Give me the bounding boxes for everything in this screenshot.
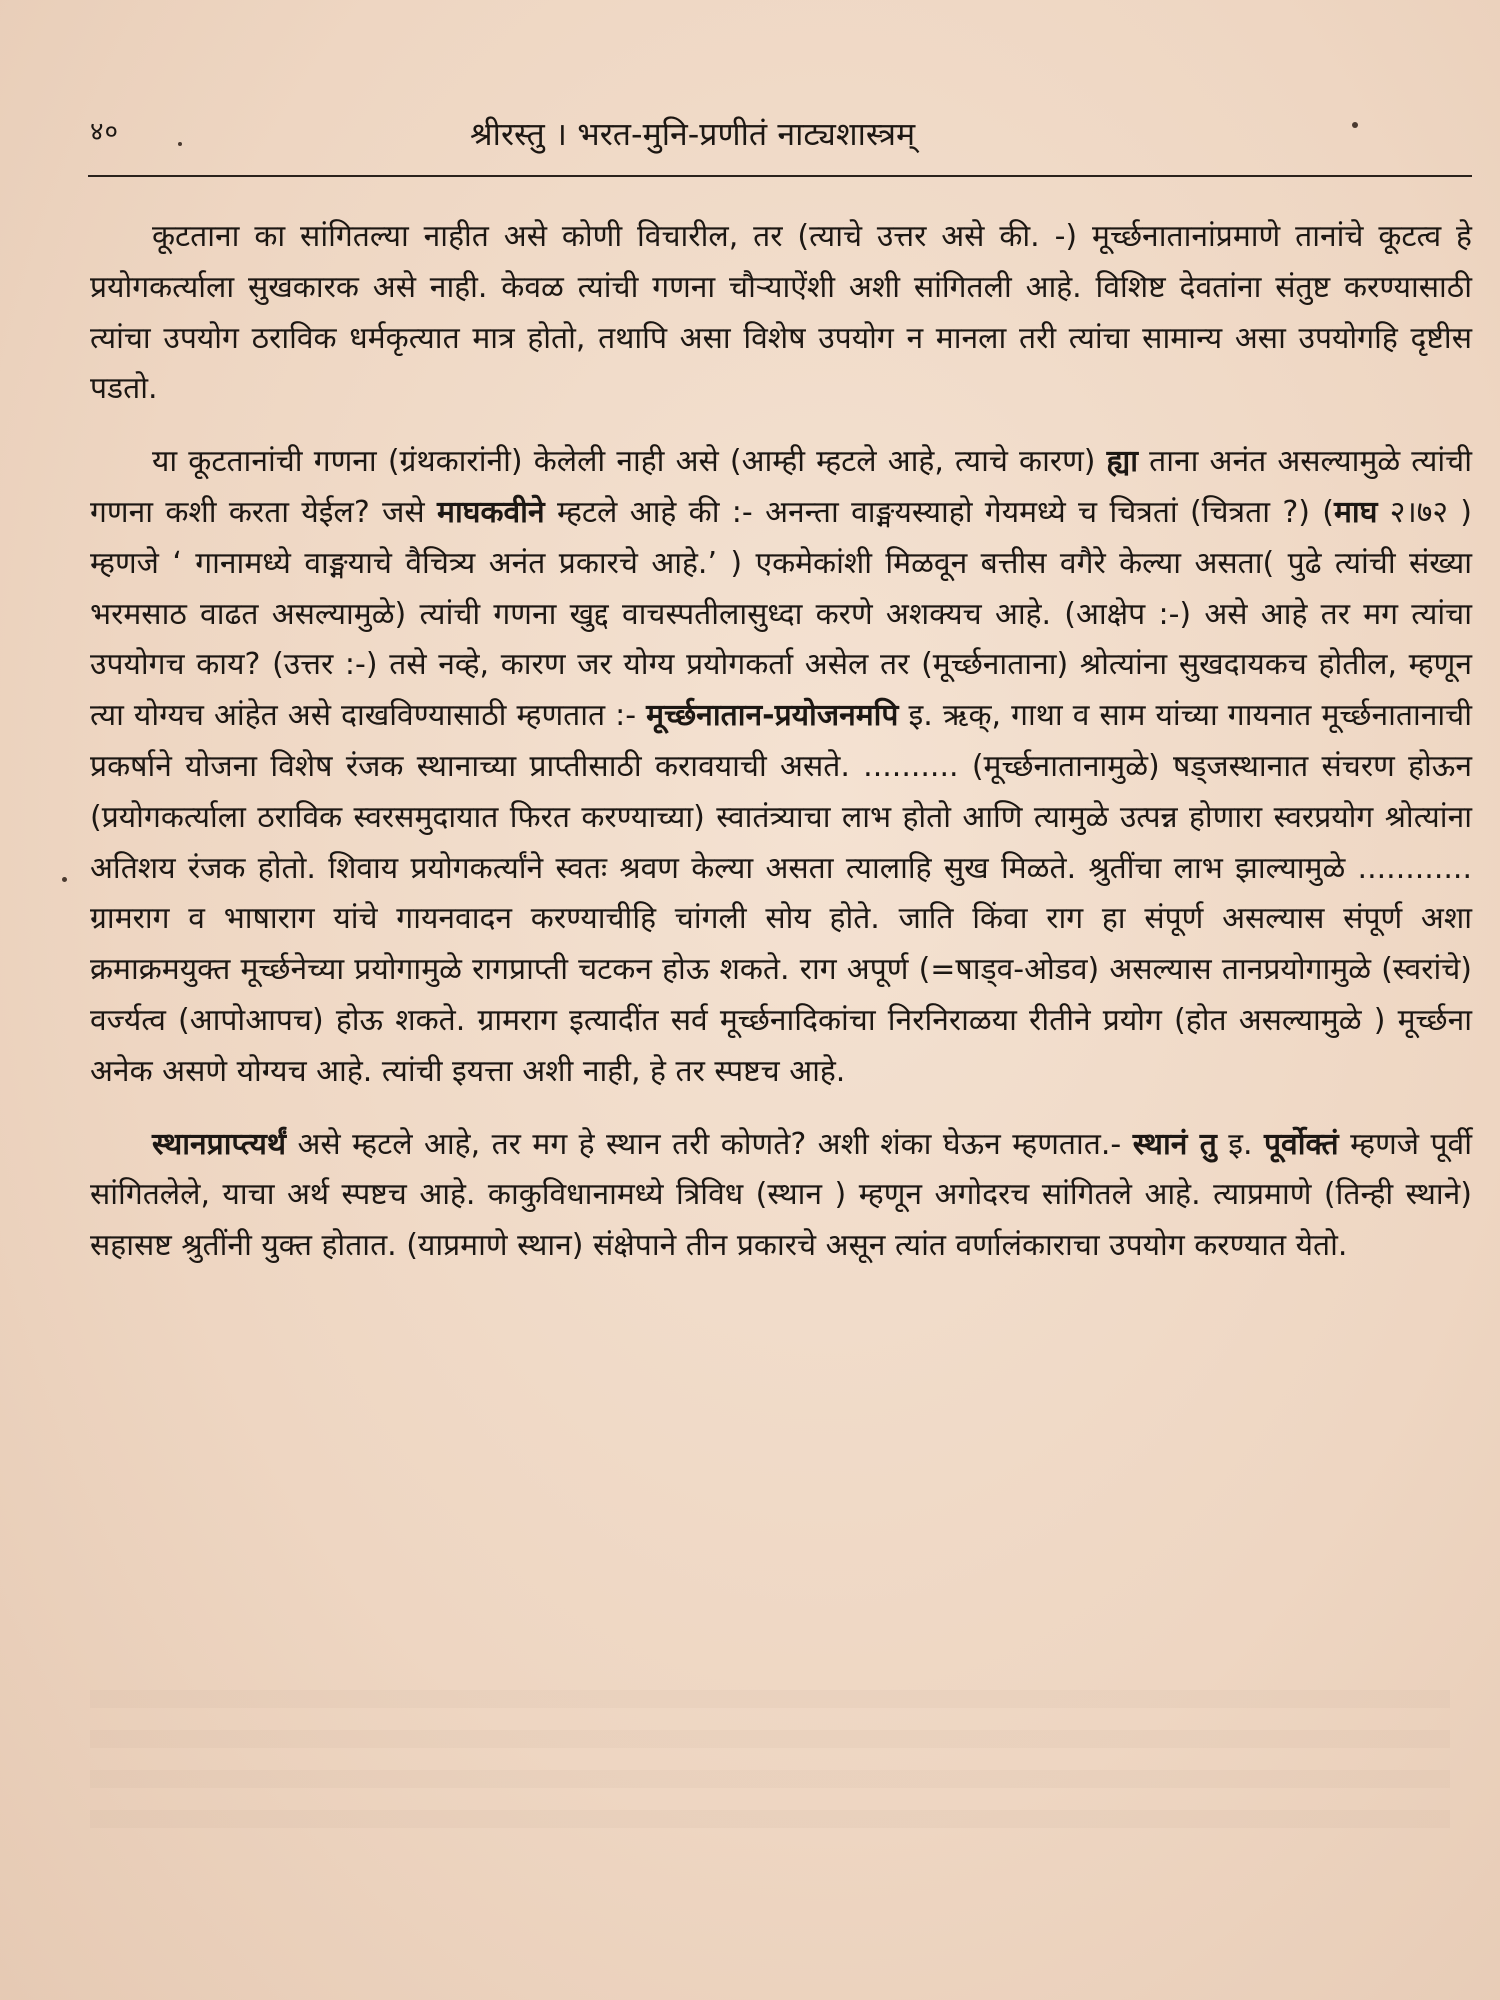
paragraph-2-bold-term: माघ bbox=[1333, 494, 1378, 530]
header-rule bbox=[88, 175, 1472, 177]
paragraph-3-text: इ. bbox=[1216, 1126, 1264, 1162]
paragraph-3-text: म्हणजे पूर्वी सांगितलेले, याचा अर्थ स्पष्टच आहे. काकुविधानामध्ये त्रिविध (स्थान ) म्हणून अगोदरच सांगितले आहे. त्याप्रमाणे (तिन्ही स्थाने) सहासष्ट श्रुतींनी युक्त होतात. (याप्रमाणे स्थान) संक्षेपाने तीन प्रकारचे असून त्यांत वर्णालंकाराचा उपयोग करण्यात येतो. bbox=[90, 1126, 1472, 1264]
paragraph-2-bold-term: मूर्च्छनातान-प्रयोजनमपि bbox=[646, 698, 899, 734]
paragraph-2-text: २।७२ ) म्हणजे ‘ गानामध्ये वाङ्मयाचे वैचित्र्य अनंत प्रकारचे आहे.’ ) एकमेकांशी मिळवून बत्तीस वगैरे केल्या असता( पुढे त्यांची संख्या भरमसाठ वाढत असल्यामुळे) त्यांची गणना खुद्द वाचस्पतीलासुध्दा करणे अशक्यच आहे. (आक्षेप :-) असे आहे तर मग त्यांचा उपयोगच काय? (उत्तर :-) तसे नव्हे, कारण जर योग्य प्रयोगकर्ता असेल तर (मूर्च्छनाताना) श्रोत्यांना सुखदायकच होतील, म्हणून त्या योग्यच आंहेत असे दाखविण्यासाठी म्हणतात :- bbox=[90, 494, 1472, 734]
paragraph-2-text: इ. ऋक्, गाथा व साम यांच्या गायनात मूर्च्छनातानाची प्रकर्षाने योजना विशेष रंजक स्थानाच्या प्राप्तीसाठी करावयाची असते. .......... (मूर्च्छनातानामुळे) षड्जस्थानात संचरण होऊन (प्रयोगकर्त्याला ठराविक स्वरसमुदायात फिरत करण्याच्या) स्वातंत्र्याचा लाभ होतो आणि त्यामुळे उत्पन्न होणारा स्वरप्रयोग श्रोत्यांना अतिशय रंजक होतो. शिवाय प्रयोगकर्त्यांने स्वतः श्रवण केल्या असता त्यालाहि सुख मिळते. श्रुतींचा लाभ झाल्यामुळे ............ ग्रामराग व भाषाराग यांचे गायनवादन करण्याचीहि चांगली सोय होते. जाति किंवा राग हा संपूर्ण असल्यास संपूर्ण अशा क्रमाक्रमयुक्त मूर्च्छनेच्या प्रयोगामुळे रागप्राप्ती चटकन होऊ शकते. राग अपूर्ण (=षाड्व-ओडव) असल्यास तानप्रयोगामुळे (स्वरांचे) वर्ज्यत्व (आपोआपच) होऊ शकते. ग्रामराग इत्यादींत सर्व मूर्च्छनादिकांचा निरनिराळया रीतीने प्रयोग (होत असल्यामुळे ) मूर्च्छना अनेक असणे योग्यच आहे. त्यांची इयत्ता अशी नाही, हे तर स्पष्टच आहे. bbox=[90, 698, 1472, 1089]
show-through-text bbox=[90, 1690, 1450, 1840]
paragraph-2-text: ताना अनंत असल्यामुळे त्यांची गणना कशी करता येईल? जसे bbox=[90, 444, 1472, 530]
ink-speck bbox=[62, 877, 67, 882]
paragraph-2 bbox=[90, 437, 1472, 1097]
paragraph-3 bbox=[90, 1120, 1472, 1272]
paragraph-3-bold-term: पूर्वोक्तं bbox=[1263, 1126, 1339, 1162]
paragraph-2-bold-term: माघकवीने bbox=[437, 494, 545, 530]
paragraph-2-text: म्हटले आहे की :- अनन्ता वाङ्मयस्याहो गेयमध्ये च चित्रतां (चित्रता ?) ( bbox=[544, 494, 1334, 530]
paragraph-3-bold-term: स्थानप्राप्त्यर्थं bbox=[152, 1126, 287, 1162]
paragraph-1 bbox=[90, 212, 1472, 415]
body-text bbox=[90, 212, 1472, 1294]
paragraph-3-text: असे म्हटले आहे, तर मग हे स्थान तरी कोणते? अशी शंका घेऊन म्हणतात.- bbox=[286, 1126, 1133, 1162]
ink-speck bbox=[178, 142, 182, 146]
running-head-title: श्रीरस्तु । भरत-मुनि-प्रणीतं नाट्यशास्त्रम् bbox=[470, 115, 916, 153]
paragraph-1-text: कूटताना का सांगितल्या नाहीत असे कोणी विचारील, तर (त्याचे उत्तर असे की. -) मूर्च्छनातानांप्रमाणे तानांचे कूटत्व हे प्रयोगकर्त्याला सुखकारक असे नाही. केवळ त्यांची गणना चौऱ्याऐंशी अशी सांगितली आहे. विशिष्ट देवतांना संतुष्ट करण्यासाठी त्यांचा उपयोग ठराविक धर्मकृत्यात मात्र होतो, तथापि असा विशेष उपयोग न मानला तरी त्यांचा सामान्य असा उपयोगहि दृष्टीस पडतो. bbox=[90, 219, 1472, 407]
paragraph-2-bold-term: ह्या bbox=[1106, 444, 1139, 480]
ink-speck bbox=[1352, 122, 1358, 128]
page-number: ४० bbox=[90, 117, 120, 147]
paragraph-3-bold-term: स्थानं तु bbox=[1132, 1126, 1217, 1162]
paragraph-2-text: या कूटतानांची गणना (ग्रंथकारांनी) केलेली नाही असे (आम्ही म्हटले आहे, त्याचे कारण) bbox=[152, 444, 1107, 480]
